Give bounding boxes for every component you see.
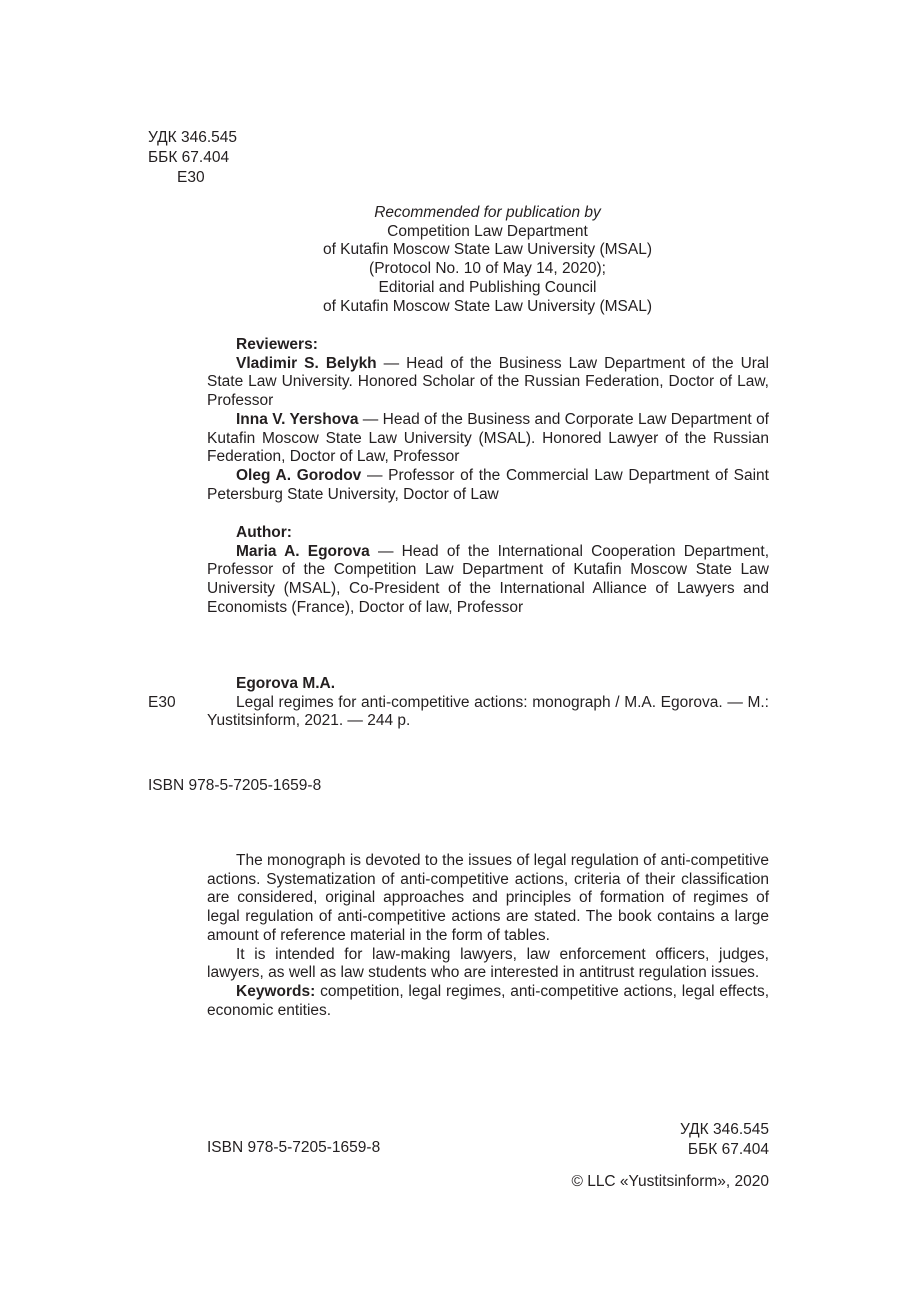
author-description: — Head of the International Cooperation Department, Professor of the Competition Law Department of Kutafin Moscow State Law University (MSAL), Co-President of the International Alliance of Lawyers and Economists (France), Doctor of law, Professor bbox=[207, 542, 769, 616]
recommendation-heading: Recommended for publication by bbox=[374, 204, 601, 221]
footer-bbk-code: ББК 67.404 bbox=[687, 1140, 769, 1158]
keywords bbox=[207, 983, 769, 1020]
annotation-paragraph: It is intended for law-making lawyers, law enforcement officers, judges, lawyers, as well as law students who are interested in antitrust regulation issues. bbox=[207, 945, 769, 982]
copyright: © LLC «Yustitsinform», 2020 bbox=[571, 1173, 769, 1190]
annotation-paragraph: The monograph is devoted to the issues of legal regulation of anti-competitive actions. Systematization of anti-competitive actions, criteria of their classification are considered, original approaches and principles of formation of regimes of legal regulation of anti-competitive actions are stated. The book contains a large amount of reference material in the form of tables. bbox=[207, 852, 769, 944]
recommendation-line: Competition Law Department bbox=[387, 222, 588, 240]
catalog-entry bbox=[207, 675, 769, 731]
recommendation-line: of Kutafin Moscow State Law University (MSAL) bbox=[322, 241, 653, 259]
reviewer-entry bbox=[207, 467, 769, 504]
reviewer-name: Oleg A. Gorodov bbox=[236, 466, 362, 484]
recommendation-line: (Protocol No. 10 of May 14, 2020); bbox=[369, 260, 606, 278]
author-sign: E30 bbox=[177, 169, 205, 186]
footer-isbn: ISBN 978-5-7205-1659-8 bbox=[207, 1139, 381, 1156]
author-heading: Author: bbox=[236, 524, 292, 541]
reviewer-name: Vladimir S. Belykh bbox=[236, 354, 377, 372]
reviewers-section bbox=[207, 336, 769, 504]
reviewer-entry bbox=[207, 355, 769, 411]
reviewers-heading: Reviewers: bbox=[236, 336, 318, 353]
udk-code: УДК 346.545 bbox=[148, 129, 238, 146]
classification-codes-top bbox=[148, 128, 308, 188]
reviewer-description: — Head of the Business and Corporate Law Department of Kutafin Moscow State Law University (MSAL). Honored Lawyer of the Russian Federation, Doctor of Law, Professor bbox=[207, 410, 769, 466]
recommendation-line: Editorial and Publishing Council bbox=[378, 278, 597, 296]
bbk-code: ББК 67.404 bbox=[148, 149, 230, 166]
catalog-author-heading: Egorova M.A. bbox=[236, 675, 336, 692]
annotation bbox=[207, 852, 769, 1020]
keywords-text: competition, legal regimes, anti-competitive actions, legal effects, economic entities. bbox=[207, 982, 769, 1019]
recommendation-line: of Kutafin Moscow State Law University (MSAL) bbox=[322, 297, 653, 315]
footer-classification-codes bbox=[600, 1120, 769, 1159]
footer-udk-code: УДК 346.545 bbox=[679, 1121, 769, 1138]
reviewer-description: — Professor of the Commercial Law Department of Saint Petersburg State University, Doctor of Law bbox=[207, 466, 769, 503]
author-entry bbox=[207, 543, 769, 618]
author-section bbox=[207, 524, 769, 618]
reviewer-entry bbox=[207, 411, 769, 467]
isbn: ISBN 978-5-7205-1659-8 bbox=[148, 777, 322, 794]
reviewer-description: — Head of the Business Law Department of the Ural State Law University. Honored Scholar of the Russian Federation, Doctor of Law, Professor bbox=[207, 354, 769, 410]
keywords-label: Keywords: bbox=[236, 982, 316, 1000]
author-name: Maria A. Egorova bbox=[236, 542, 370, 560]
catalog-description: Legal regimes for anti-competitive actions: monograph / M.A. Egorova. — M.: Yustitsinform, 2021. — 244 p. bbox=[207, 693, 769, 730]
recommendation-block bbox=[300, 204, 675, 316]
reviewer-name: Inna V. Yershova bbox=[236, 410, 359, 428]
catalog-author-sign: E30 bbox=[148, 694, 176, 711]
